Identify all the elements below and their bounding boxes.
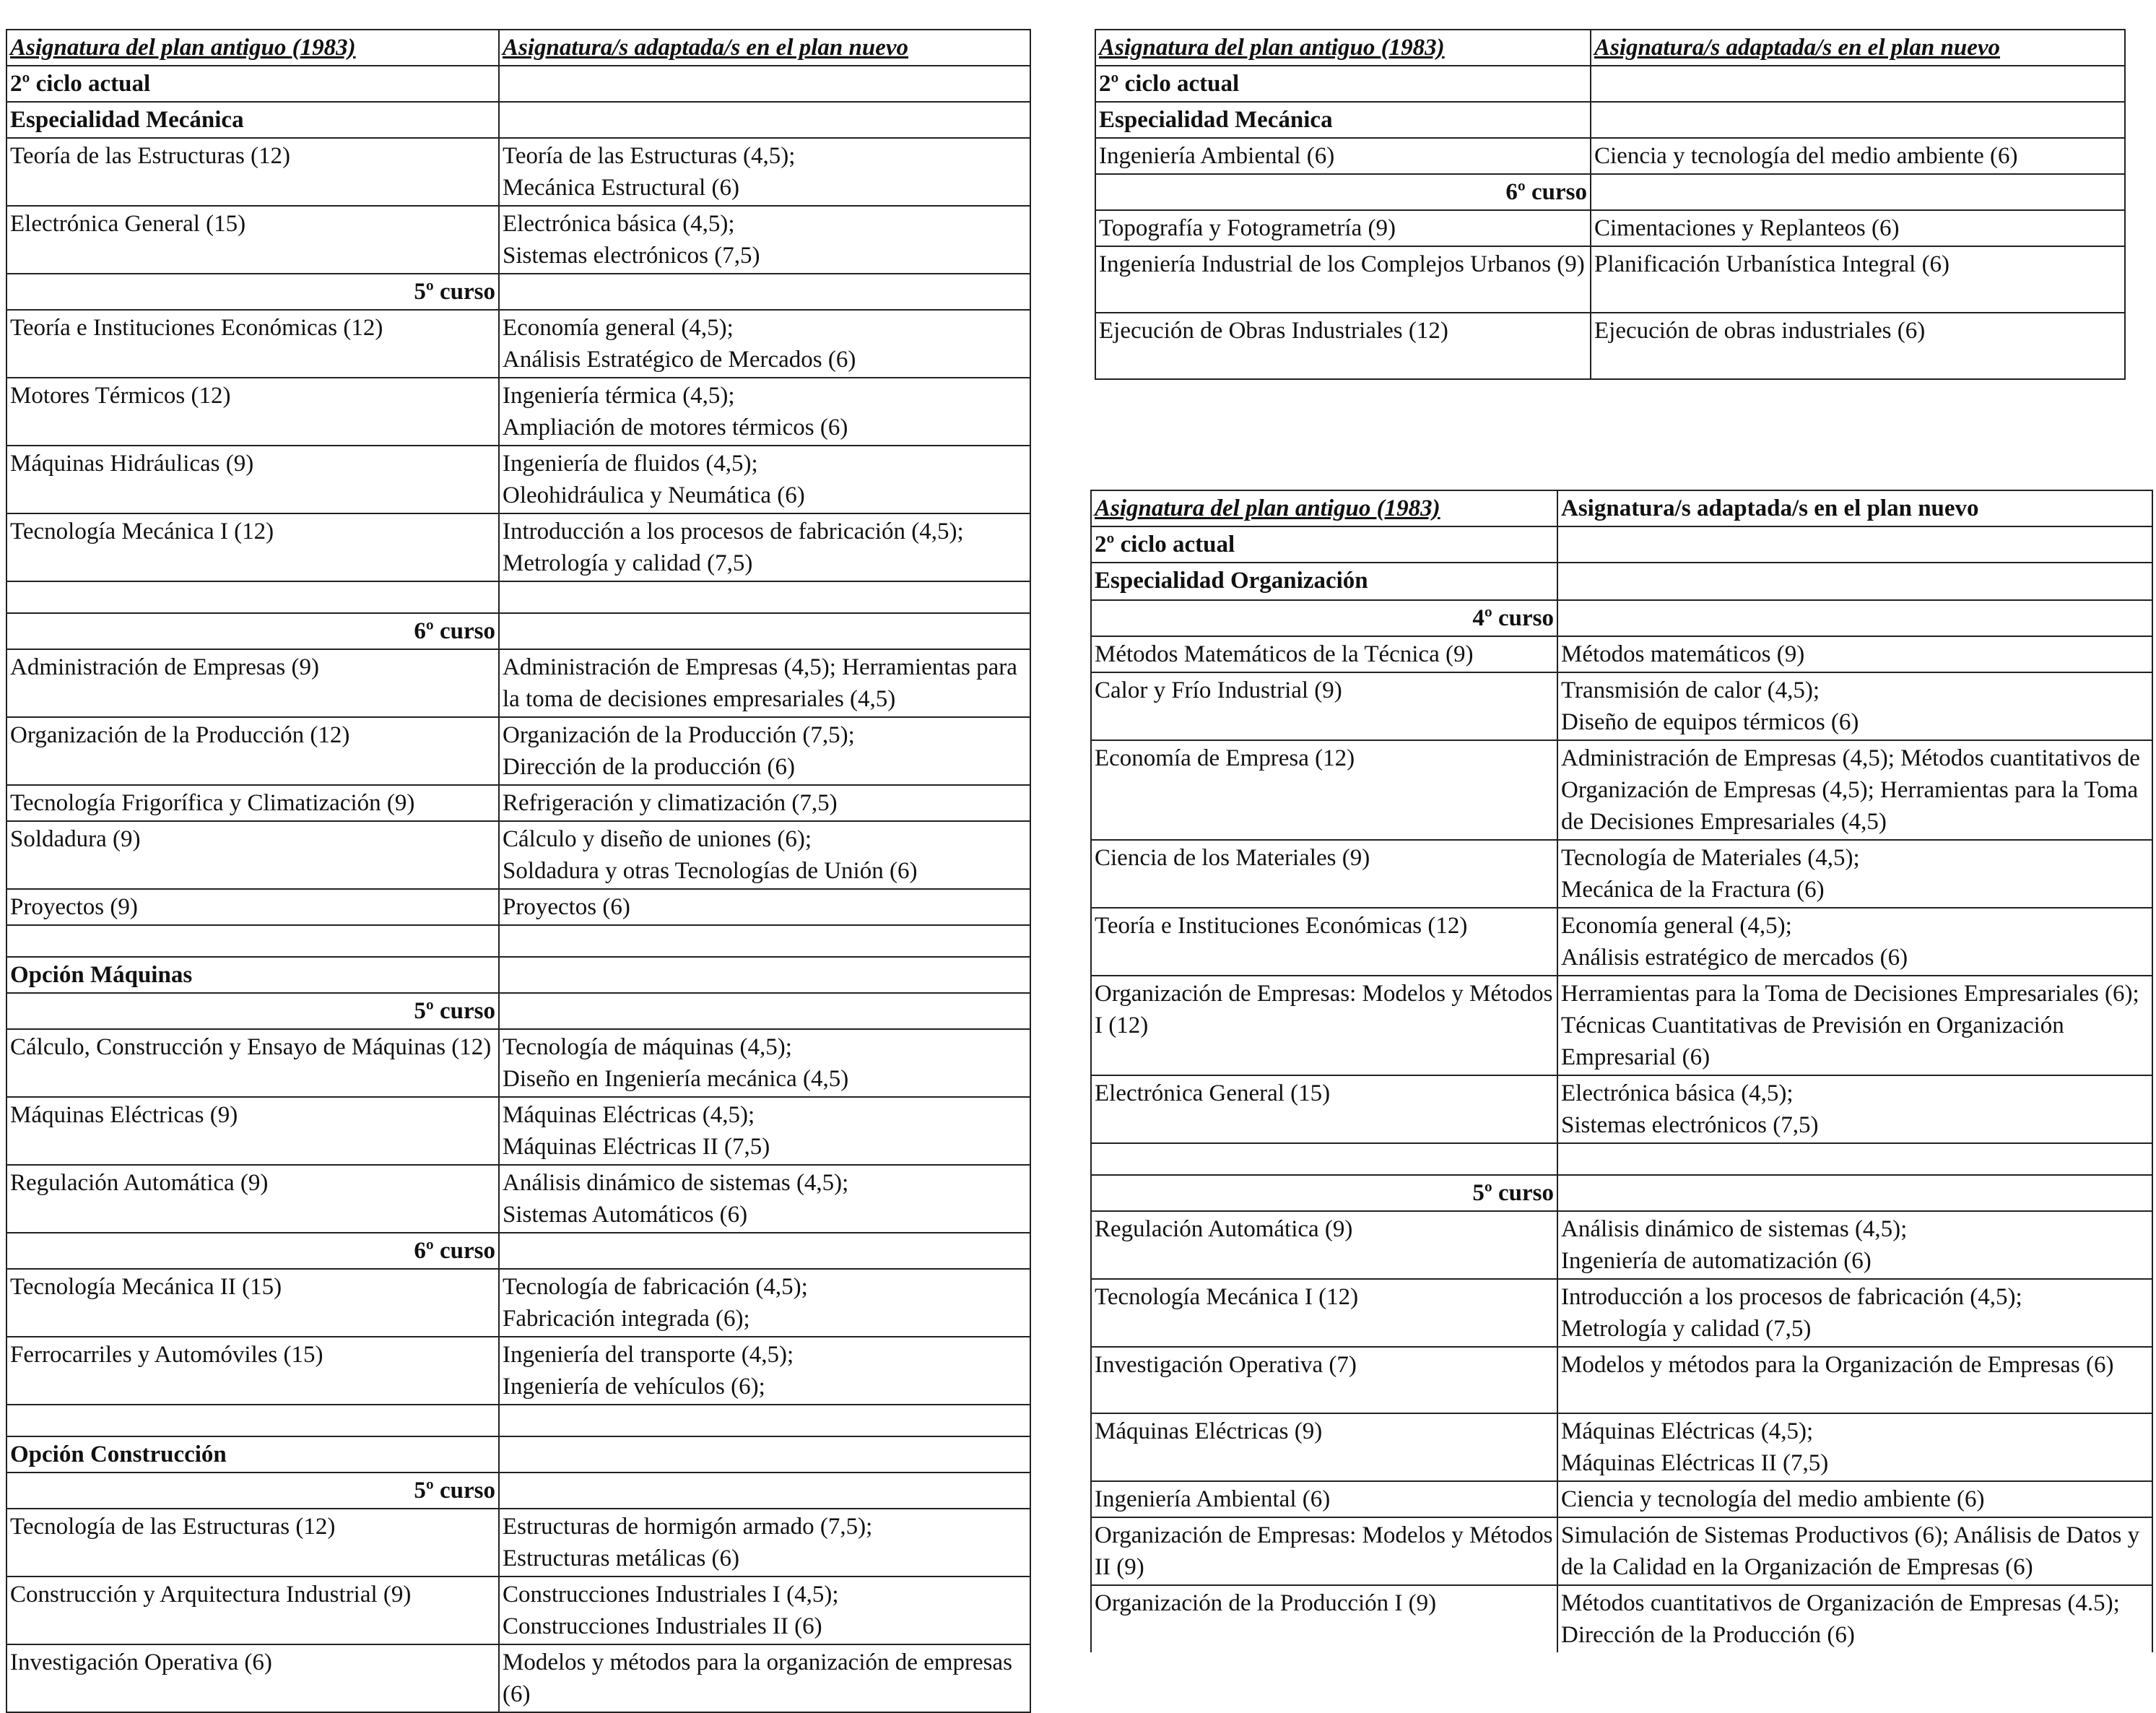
new-subject-cell (1591, 174, 2125, 210)
section-label: Especialidad Mecánica (6, 102, 499, 138)
old-subject-cell: Construcción y Arquitectura Industrial (9) (6, 1577, 499, 1644)
blank-label (6, 1405, 499, 1436)
new-subject-cell: Refrigeración y climatización (7,5) (499, 785, 1030, 821)
table-row (1091, 1211, 2152, 1279)
new-subject-cell: Análisis dinámico de sistemas (4,5); Sistemas Automáticos (6) (499, 1165, 1030, 1233)
new-subject-cell: Introducción a los procesos de fabricación (4,5); Metrología y calidad (7,5) (1557, 1279, 2152, 1347)
new-subject-cell (499, 1405, 1030, 1436)
blank-label (6, 925, 499, 957)
new-subject-cell: Economía general (4,5); Análisis Estratégico de Mercados (6) (499, 310, 1030, 378)
section-label: 2º ciclo actual (1091, 526, 1557, 563)
old-subject-cell: Investigación Operativa (7) (1091, 1347, 1557, 1413)
header-row (1091, 490, 2152, 526)
old-subject-cell: Topografía y Fotogrametría (9) (1095, 210, 1591, 246)
new-subject-cell (1557, 600, 2152, 636)
new-subject-cell: Administración de Empresas (4,5); Métodos cuantitativos de Organización de Empresas (4,5); Herramientas para la Toma de Decisiones Empresariales (4,5) (1557, 740, 2152, 840)
new-subject-cell (1557, 526, 2152, 563)
new-subject-cell (499, 993, 1030, 1029)
old-subject-cell: Tecnología Frigorífica y Climatización (9) (6, 785, 499, 821)
curso-label: 5º curso (6, 274, 499, 310)
old-subject-cell: Ingeniería Ambiental (6) (1091, 1481, 1557, 1517)
new-subject-cell: Electrónica básica (4,5); Sistemas electrónicos (7,5) (499, 206, 1030, 274)
table-row (6, 513, 1030, 581)
section-label: Opción Máquinas (6, 957, 499, 993)
new-subject-cell (499, 102, 1030, 138)
old-subject-cell: Proyectos (9) (6, 889, 499, 925)
header-old-plan: Asignatura del plan antiguo (1983) (1091, 490, 1557, 526)
table-row (1091, 1481, 2152, 1517)
old-subject-cell: Ferrocarriles y Automóviles (15) (6, 1337, 499, 1405)
table-row (1095, 313, 2125, 379)
section-label: Opción Construcción (6, 1436, 499, 1473)
old-subject-cell: Electrónica General (15) (6, 206, 499, 274)
curso-label: 5º curso (6, 993, 499, 1029)
curso-row (6, 274, 1030, 310)
header-new-plan: Asignatura/s adaptada/s en el plan nuevo (499, 30, 1030, 66)
new-subject-cell: Análisis dinámico de sistemas (4,5); Ingeniería de automatización (6) (1557, 1211, 2152, 1279)
table-row (6, 1029, 1030, 1097)
new-subject-cell: Cimentaciones y Replanteos (6) (1591, 210, 2125, 246)
new-subject-cell (499, 66, 1030, 102)
old-subject-cell: Tecnología Mecánica I (12) (6, 513, 499, 581)
new-subject-cell: Teoría de las Estructuras (4,5); Mecánica Estructural (6) (499, 138, 1030, 206)
table-row (6, 378, 1030, 446)
section-label: 2º ciclo actual (1095, 66, 1591, 102)
header-row (1095, 30, 2125, 66)
adaptation-table-right-bottom (1090, 490, 2153, 1652)
old-subject-cell: Cálculo, Construcción y Ensayo de Máquinas (12) (6, 1029, 499, 1097)
curso-row (6, 993, 1030, 1029)
new-subject-cell: Tecnología de Materiales (4,5); Mecánica de la Fractura (6) (1557, 840, 2152, 908)
curso-row (1091, 600, 2152, 636)
old-subject-cell: Máquinas Hidráulicas (9) (6, 446, 499, 513)
section-row (1091, 526, 2152, 563)
table-row (1091, 1585, 2152, 1652)
table-row (1091, 740, 2152, 840)
table-row (6, 717, 1030, 785)
old-subject-cell: Tecnología Mecánica II (15) (6, 1269, 499, 1337)
new-subject-cell (499, 925, 1030, 957)
table-row (1091, 1075, 2152, 1143)
new-subject-cell (1591, 102, 2125, 138)
old-subject-cell: Organización de la Producción I (9) (1091, 1585, 1557, 1652)
old-subject-cell: Ingeniería Industrial de los Complejos Urbanos (9) (1095, 246, 1591, 313)
table-row (6, 1165, 1030, 1233)
new-subject-cell (499, 1436, 1030, 1473)
curso-row (6, 1473, 1030, 1509)
old-subject-cell: Regulación Automática (9) (1091, 1211, 1557, 1279)
new-subject-cell: Modelos y métodos para la Organización de Empresas (6) (1557, 1347, 2152, 1413)
old-subject-cell: Ingeniería Ambiental (6) (1095, 138, 1591, 174)
new-subject-cell (1591, 66, 2125, 102)
new-subject-cell: Planificación Urbanística Integral (6) (1591, 246, 2125, 313)
new-subject-cell: Transmisión de calor (4,5); Diseño de equipos térmicos (6) (1557, 672, 2152, 740)
table-row (1091, 1347, 2152, 1413)
old-subject-cell: Teoría e Instituciones Económicas (12) (6, 310, 499, 378)
section-label: Especialidad Mecánica (1095, 102, 1591, 138)
old-subject-cell: Tecnología Mecánica I (12) (1091, 1279, 1557, 1347)
table-row (6, 1337, 1030, 1405)
old-subject-cell: Motores Térmicos (12) (6, 378, 499, 446)
table-row (1091, 1413, 2152, 1481)
old-subject-cell: Economía de Empresa (12) (1091, 740, 1557, 840)
header-old-plan: Asignatura del plan antiguo (1983) (1095, 30, 1591, 66)
table-row (1095, 210, 2125, 246)
section-row (6, 102, 1030, 138)
section-row (1095, 102, 2125, 138)
header-row (6, 30, 1030, 66)
table-row (1091, 672, 2152, 740)
old-subject-cell: Regulación Automática (9) (6, 1165, 499, 1233)
new-subject-cell: Métodos matemáticos (9) (1557, 636, 2152, 672)
old-subject-cell: Máquinas Eléctricas (9) (1091, 1413, 1557, 1481)
table-row (6, 649, 1030, 717)
new-subject-cell: Organización de la Producción (7,5); Dirección de la producción (6) (499, 717, 1030, 785)
section-label: 2º ciclo actual (6, 66, 499, 102)
section-label: Especialidad Organización (1091, 563, 1557, 600)
new-subject-cell: Métodos cuantitativos de Organización de Empresas (4.5); Dirección de la Producción (6) (1557, 1585, 2152, 1652)
blank-row (6, 925, 1030, 957)
new-subject-cell (1557, 563, 2152, 600)
section-row (6, 66, 1030, 102)
new-subject-cell: Introducción a los procesos de fabricación (4,5); Metrología y calidad (7,5) (499, 513, 1030, 581)
table-row (1091, 976, 2152, 1075)
old-subject-cell: Investigación Operativa (6) (6, 1644, 499, 1712)
table-row (1095, 138, 2125, 174)
new-subject-cell: Electrónica básica (4,5); Sistemas electrónicos (7,5) (1557, 1075, 2152, 1143)
blank-label (6, 581, 499, 613)
new-subject-cell: Tecnología de máquinas (4,5); Diseño en Ingeniería mecánica (4,5) (499, 1029, 1030, 1097)
new-subject-cell (499, 1473, 1030, 1509)
new-subject-cell: Ciencia y tecnología del medio ambiente (6) (1557, 1481, 2152, 1517)
new-subject-cell (499, 581, 1030, 613)
section-row (1095, 66, 2125, 102)
new-subject-cell: Herramientas para la Toma de Decisiones Empresariales (6); Técnicas Cuantitativas de Previsión en Organización Empresarial (6) (1557, 976, 2152, 1075)
table-row (6, 1577, 1030, 1644)
blank-row (1091, 1143, 2152, 1175)
table-row (6, 1097, 1030, 1165)
new-subject-cell: Cálculo y diseño de uniones (6); Soldadura y otras Tecnologías de Unión (6) (499, 821, 1030, 889)
table-row (1095, 246, 2125, 313)
table-row (1091, 908, 2152, 976)
table-row (6, 206, 1030, 274)
old-subject-cell: Ejecución de Obras Industriales (12) (1095, 313, 1591, 379)
curso-label: 6º curso (6, 613, 499, 649)
new-subject-cell (499, 1233, 1030, 1269)
table-row (6, 138, 1030, 206)
old-subject-cell: Organización de Empresas: Modelos y Métodos II (9) (1091, 1517, 1557, 1585)
old-subject-cell: Teoría de las Estructuras (12) (6, 138, 499, 206)
old-subject-cell: Tecnología de las Estructuras (12) (6, 1509, 499, 1577)
new-subject-cell: Estructuras de hormigón armado (7,5); Estructuras metálicas (6) (499, 1509, 1030, 1577)
new-subject-cell: Proyectos (6) (499, 889, 1030, 925)
curso-label: 6º curso (1095, 174, 1591, 210)
table-row (1091, 840, 2152, 908)
new-subject-cell (499, 613, 1030, 649)
curso-label: 6º curso (6, 1233, 499, 1269)
curso-label: 5º curso (1091, 1175, 1557, 1211)
blank-label (1091, 1143, 1557, 1175)
curso-label: 4º curso (1091, 600, 1557, 636)
curso-row (1091, 1175, 2152, 1211)
new-subject-cell: Máquinas Eléctricas (4,5); Máquinas Eléctricas II (7,5) (499, 1097, 1030, 1165)
new-subject-cell: Administración de Empresas (4,5); Herramientas para la toma de decisiones empresariales (4,5) (499, 649, 1030, 717)
table-row (1091, 1279, 2152, 1347)
old-subject-cell: Organización de la Producción (12) (6, 717, 499, 785)
old-subject-cell: Calor y Frío Industrial (9) (1091, 672, 1557, 740)
table-row (6, 785, 1030, 821)
new-subject-cell: Ingeniería del transporte (4,5); Ingeniería de vehículos (6); (499, 1337, 1030, 1405)
blank-row (6, 1405, 1030, 1436)
curso-row (6, 1233, 1030, 1269)
new-subject-cell (499, 957, 1030, 993)
curso-row (6, 613, 1030, 649)
table-row (6, 1644, 1030, 1712)
section-row (6, 1436, 1030, 1473)
blank-row (6, 581, 1030, 613)
section-row (6, 957, 1030, 993)
table-row (6, 310, 1030, 378)
new-subject-cell: Ingeniería de fluidos (4,5); Oleohidráulica y Neumática (6) (499, 446, 1030, 513)
table-row (1091, 636, 2152, 672)
table-row (6, 1509, 1030, 1577)
old-subject-cell: Máquinas Eléctricas (9) (6, 1097, 499, 1165)
new-subject-cell: Ingeniería térmica (4,5); Ampliación de motores térmicos (6) (499, 378, 1030, 446)
new-subject-cell: Economía general (4,5); Análisis estratégico de mercados (6) (1557, 908, 2152, 976)
curso-label: 5º curso (6, 1473, 499, 1509)
new-subject-cell: Construcciones Industriales I (4,5); Construcciones Industriales II (6) (499, 1577, 1030, 1644)
old-subject-cell: Electrónica General (15) (1091, 1075, 1557, 1143)
new-subject-cell: Tecnología de fabricación (4,5); Fabricación integrada (6); (499, 1269, 1030, 1337)
new-subject-cell (1557, 1175, 2152, 1211)
new-subject-cell: Ejecución de obras industriales (6) (1591, 313, 2125, 379)
new-subject-cell: Ciencia y tecnología del medio ambiente (6) (1591, 138, 2125, 174)
old-subject-cell: Teoría e Instituciones Económicas (12) (1091, 908, 1557, 976)
section-row (1091, 563, 2152, 600)
table-row (6, 446, 1030, 513)
table-row (6, 821, 1030, 889)
header-new-plan: Asignatura/s adaptada/s en el plan nuevo (1591, 30, 2125, 66)
table-row (6, 1269, 1030, 1337)
curso-row (1095, 174, 2125, 210)
new-subject-cell: Modelos y métodos para la organización de empresas (6) (499, 1644, 1030, 1712)
old-subject-cell: Soldadura (9) (6, 821, 499, 889)
new-subject-cell (1557, 1143, 2152, 1175)
old-subject-cell: Métodos Matemáticos de la Técnica (9) (1091, 636, 1557, 672)
new-subject-cell: Simulación de Sistemas Productivos (6); Análisis de Datos y de la Calidad en la Organización de Empresas (6) (1557, 1517, 2152, 1585)
table-row (1091, 1517, 2152, 1585)
old-subject-cell: Ciencia de los Materiales (9) (1091, 840, 1557, 908)
new-subject-cell (499, 274, 1030, 310)
adaptation-table-right-top (1095, 29, 2126, 380)
old-subject-cell: Organización de Empresas: Modelos y Métodos I (12) (1091, 976, 1557, 1075)
header-new-plan: Asignatura/s adaptada/s en el plan nuevo (1557, 490, 2152, 526)
old-subject-cell: Administración de Empresas (9) (6, 649, 499, 717)
header-old-plan: Asignatura del plan antiguo (1983) (6, 30, 499, 66)
new-subject-cell: Máquinas Eléctricas (4,5); Máquinas Eléctricas II (7,5) (1557, 1413, 2152, 1481)
adaptation-table-left (6, 29, 1031, 1713)
table-row (6, 889, 1030, 925)
